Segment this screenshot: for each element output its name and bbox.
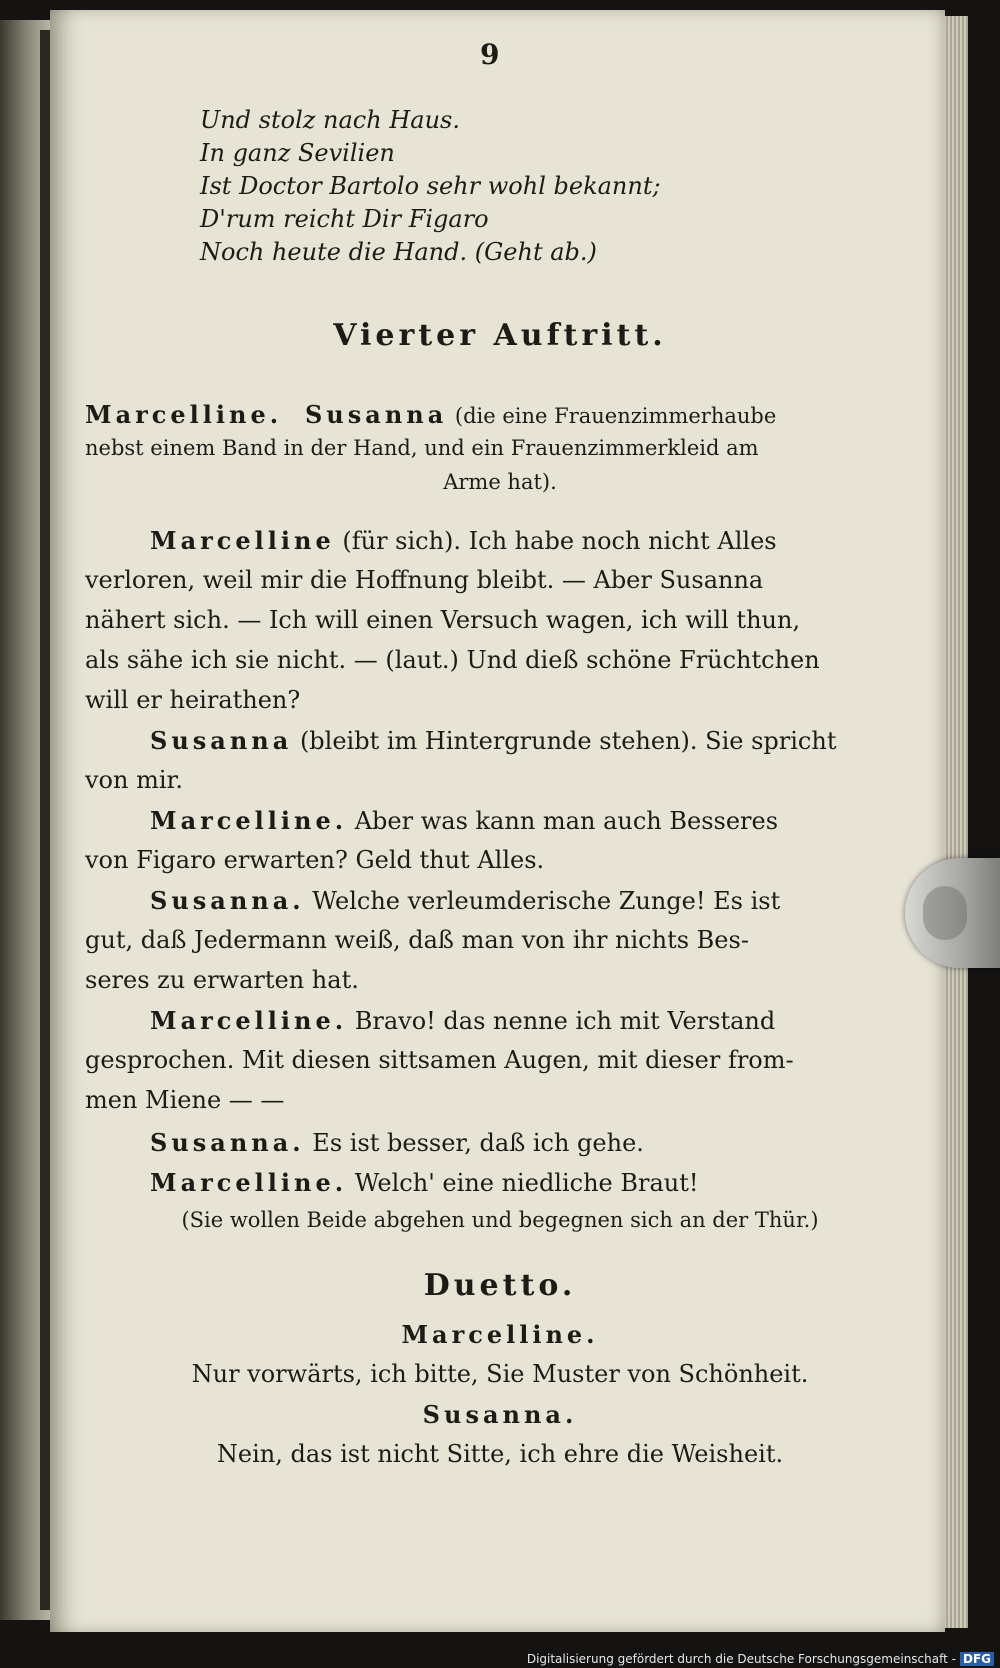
speech-text: (bleibt im Hintergrunde stehen). Sie spricht [299,727,837,755]
stage-direction: (die eine Frauenzimmerhaube [454,404,777,428]
verse-line: In ganz Sevilien [200,139,395,167]
speech-text: Aber was kann man auch Besseres [354,807,779,835]
dfg-logo: DFG [960,1652,994,1666]
stage-direction: (Sie wollen Beide abgehen und begegnen sich an der Thür.) [181,1208,819,1232]
speaker-name: Susanna. [150,1128,305,1157]
speech-text: Welche verleumderische Zunge! Es ist [312,887,781,915]
verse-line: Nein, das ist nicht Sitte, ich ehre die Weisheit. [216,1440,784,1468]
speech-text: von Figaro erwarten? Geld thut Alles. [85,846,545,874]
speech-text: Bravo! das nenne ich mit Verstand [354,1007,776,1035]
speech-text: nähert sich. — Ich will einen Versuch wagen, ich will thun, [85,606,801,634]
speech-text: men Miene — — [85,1086,285,1114]
duet-heading: Duetto. [423,1268,577,1303]
speech-text: Welch' eine niedliche Braut! [354,1169,699,1197]
speech-text: verloren, weil mir die Hoffnung bleibt. — Aber Susanna [85,566,764,594]
speech-text: gut, daß Jedermann weiß, daß man von ihr nichts Bes- [85,926,749,954]
speaker-name: Marcelline. [401,1320,599,1349]
clip-hole [923,886,967,940]
speech-text: von mir. [85,766,183,794]
page-number: 9 [480,38,500,71]
verse-line: Und stolz nach Haus. [200,106,460,134]
speaker-name: Susanna [150,726,293,755]
speech-text: (für sich). Ich habe noch nicht Alles [342,527,777,555]
speech-text: als sähe ich sie nicht. — (laut.) Und dieß schöne Früchtchen [85,646,820,674]
verse-line: Nur vorwärts, ich bitte, Sie Muster von Schönheit. [191,1360,809,1388]
credit-text: Digitalisierung gefördert durch die Deutsche Forschungsgemeinschaft - [526,1652,956,1666]
verse-line: Ist Doctor Bartolo sehr wohl bekannt; [200,172,661,200]
stage-direction: Arme hat). [443,470,557,494]
speaker-name: Marcelline. [150,806,348,835]
verse-line: Noch heute die Hand. (Geht ab.) [200,238,597,266]
speaker-name: Marcelline. [150,1006,348,1035]
speaker-name: Susanna. [150,886,305,915]
speaker-name: Marcelline. [150,1168,348,1197]
verse-line: D'rum reicht Dir Figaro [200,205,489,233]
speech-text: seres zu erwarten hat. [85,966,359,994]
speaker-name: Marcelline [150,526,335,555]
digitization-credit [527,1652,994,1666]
speaker-name: Marcelline. [85,400,283,429]
speech-text: will er heirathen? [85,686,301,714]
speech-text: Es ist besser, daß ich gehe. [312,1129,644,1157]
speaker-name: Susanna. [422,1400,578,1429]
speaker-name: Susanna [304,400,448,429]
stage-direction: nebst einem Band in der Hand, und ein Frauenzimmerkleid am [85,436,759,460]
scene-heading: Vierter Auftritt. [333,318,667,353]
speech-text: gesprochen. Mit diesen sittsamen Augen, mit dieser from- [85,1046,794,1074]
